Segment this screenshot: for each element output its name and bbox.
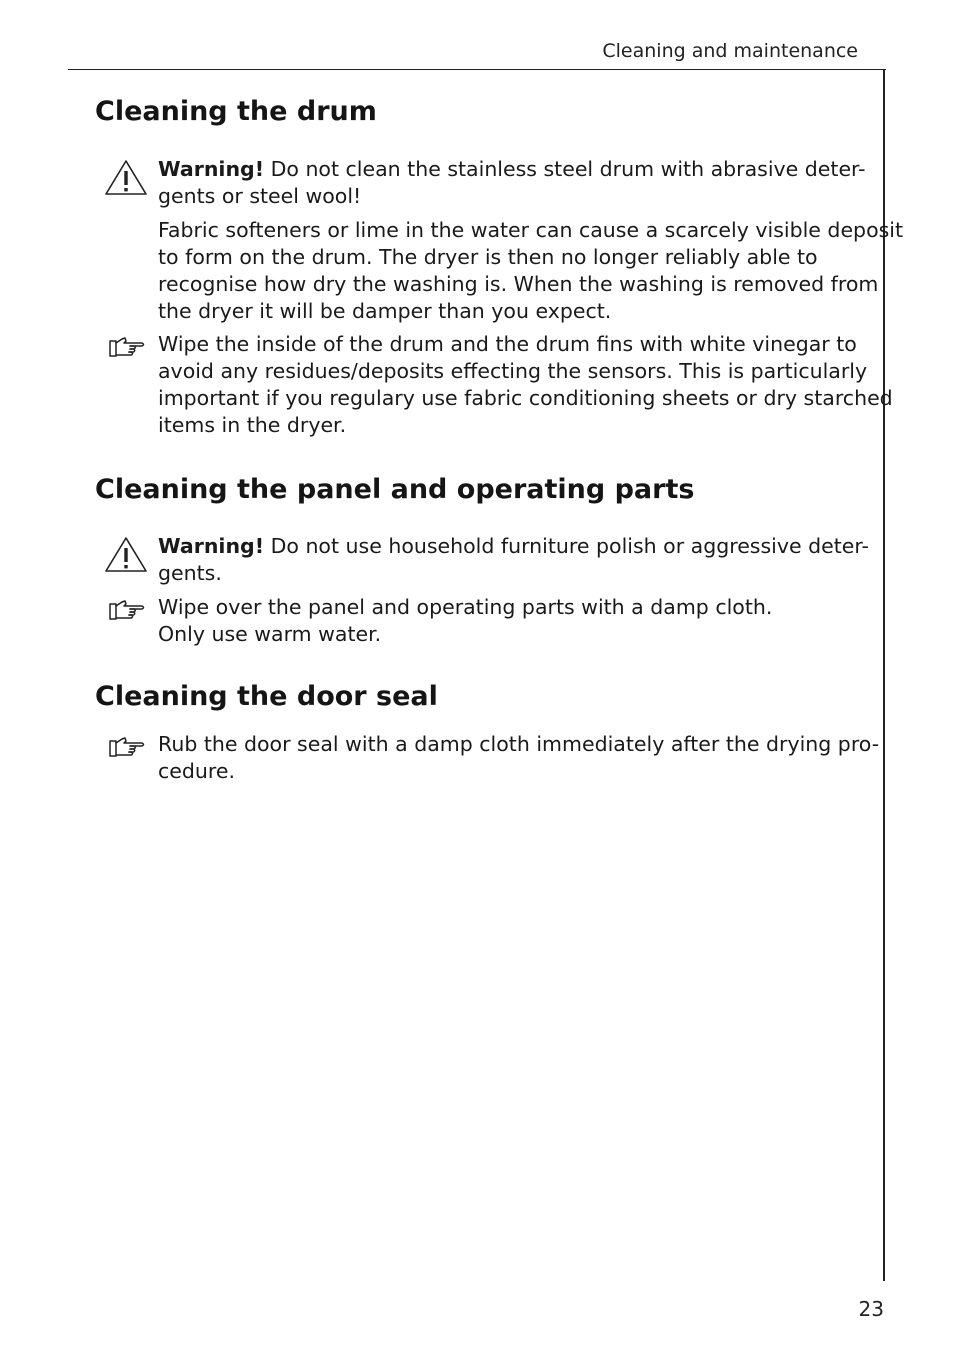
warning-label: Warning! bbox=[158, 534, 265, 558]
warning-triangle-icon bbox=[104, 535, 148, 575]
tip-drum: Wipe the inside of the drum and the drum fins with white vinegar to avoid any residues/deposits effecting the sensors. This is particularly important if you regulary use fabric conditioning sheets or dry starched items in the dryer. bbox=[158, 332, 893, 437]
tip-door-seal: Rub the door seal with a damp cloth immediately after the drying pro- cedure. bbox=[158, 732, 880, 783]
header-rule bbox=[68, 69, 886, 70]
section-title-door-seal: Cleaning the door seal bbox=[95, 681, 438, 712]
pointing-hand-icon bbox=[108, 598, 146, 622]
warning-panel: Warning! Do not use household furniture polish or aggressive deter- gents. bbox=[158, 534, 869, 585]
pointing-hand-icon bbox=[108, 335, 146, 359]
running-head: Cleaning and maintenance bbox=[602, 40, 858, 62]
section-title-drum: Cleaning the drum bbox=[95, 96, 377, 127]
pointing-hand-icon bbox=[108, 735, 146, 759]
warning-label: Warning! bbox=[158, 157, 265, 181]
page-number: 23 bbox=[858, 1297, 884, 1321]
margin-rule bbox=[883, 69, 885, 1281]
section-title-panel: Cleaning the panel and operating parts bbox=[95, 474, 695, 505]
note-drum: Fabric softeners or lime in the water can cause a scarcely visible deposit to form on the drum. The dryer is then no longer reliably able to recognise how dry the washing is. When the washing is removed from the dryer it will be damper than you expect. bbox=[158, 218, 904, 323]
tip-panel: Wipe over the panel and operating parts with a damp cloth. Only use warm water. bbox=[158, 595, 773, 646]
warning-triangle-icon bbox=[104, 158, 148, 198]
warning-drum: Warning! Do not clean the stainless steel drum with abrasive deter- gents or steel wool! bbox=[158, 157, 866, 208]
